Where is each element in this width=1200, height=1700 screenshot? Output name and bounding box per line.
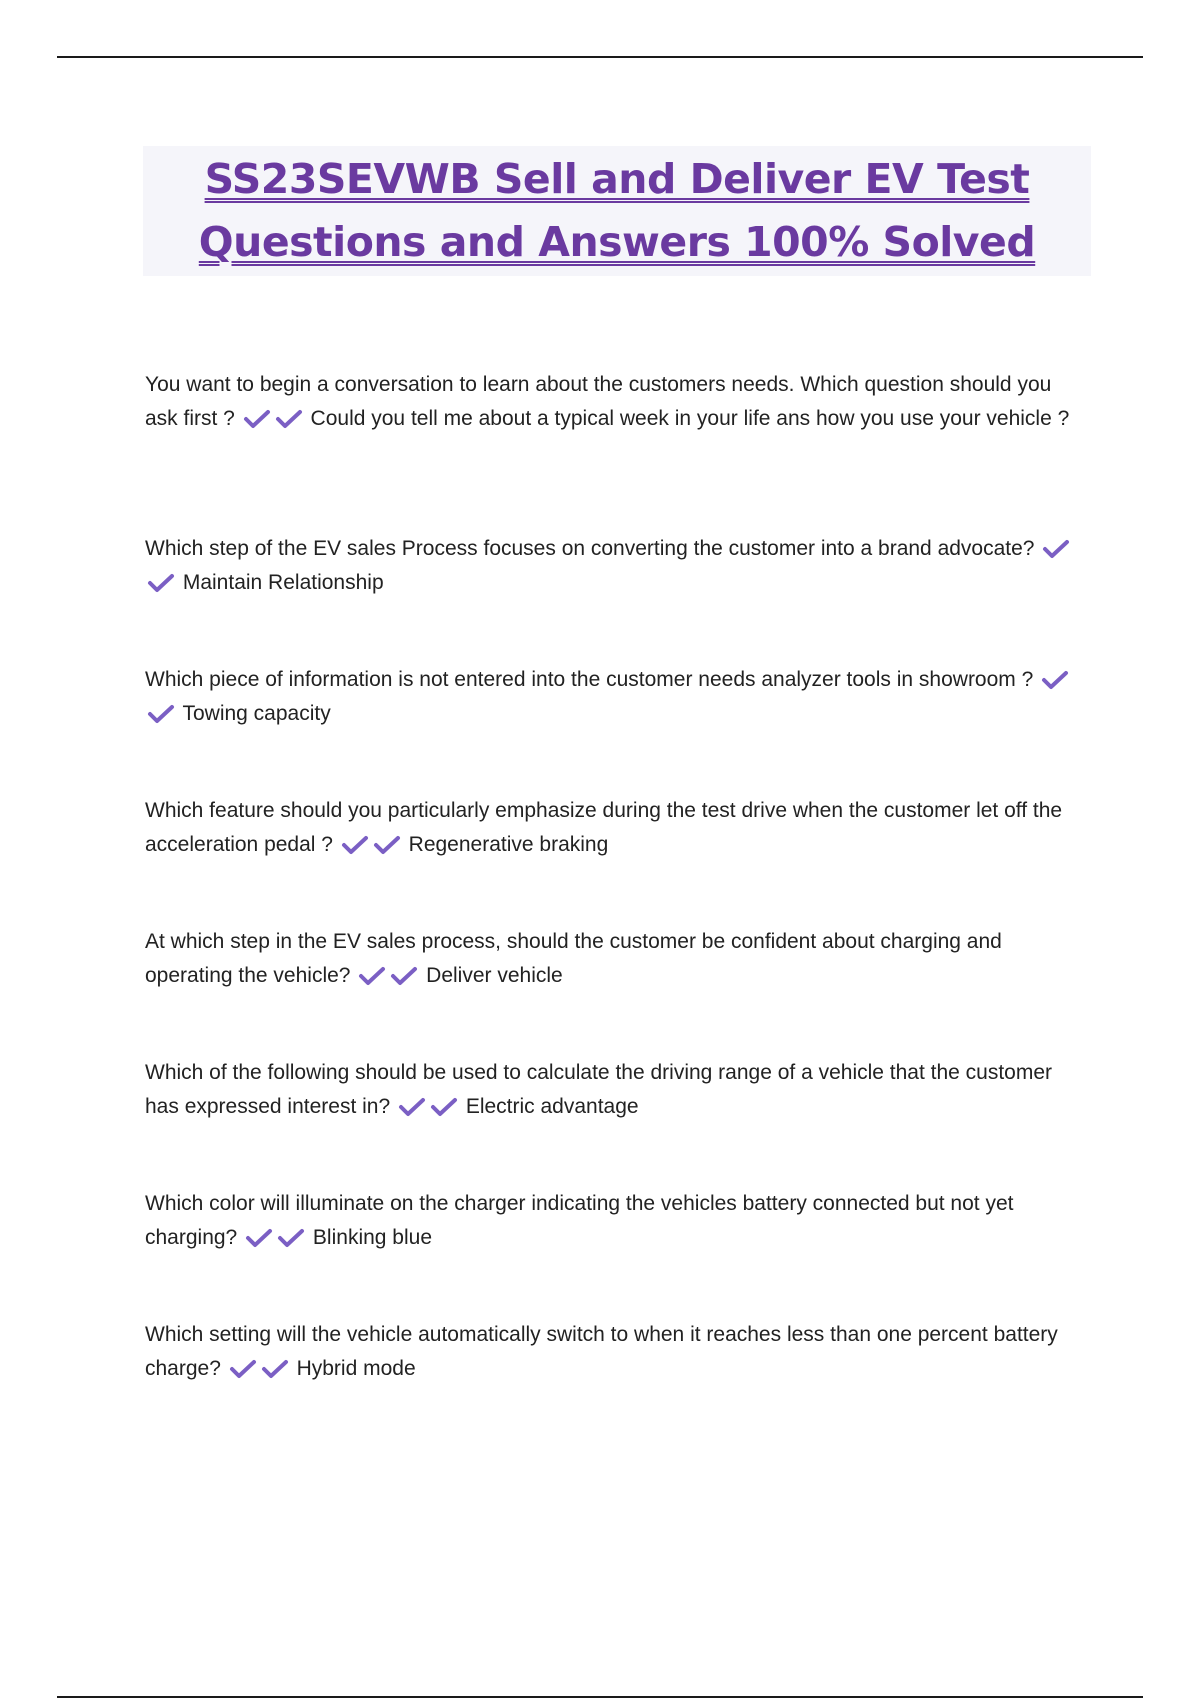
qa-item	[145, 663, 1075, 731]
qa-item	[145, 794, 1075, 862]
question-text: Which step of the EV sales Process focuses on converting the customer into a brand advocate?	[145, 537, 1035, 560]
answer-text: Deliver vehicle	[426, 964, 563, 987]
answer-text: Regenerative braking	[408, 833, 609, 856]
title-line-1: SS23SEVWB Sell and Deliver EV Test	[204, 155, 1030, 203]
qa-item	[145, 1056, 1075, 1124]
answer-text: Could you tell me about a typical week in your life ans how you use your vehicle ?	[310, 407, 1070, 430]
title-banner	[143, 146, 1091, 276]
checkmark-icon	[147, 572, 175, 594]
answer-text: Hybrid mode	[296, 1357, 416, 1380]
question-text: Which color will illuminate on the charger indicating the vehicles battery connected but not yet charging?	[145, 1192, 1014, 1249]
footer-rule	[57, 1696, 1143, 1698]
question-text: Which piece of information is not entered into the customer needs analyzer tools in showroom ?	[145, 668, 1034, 691]
answer-text: Blinking blue	[312, 1226, 433, 1249]
checkmark-icon	[229, 1358, 257, 1380]
header-rule	[57, 56, 1143, 58]
qa-item	[145, 925, 1075, 993]
checkmark-icon	[245, 1227, 273, 1249]
qa-item	[145, 368, 1075, 436]
qa-item	[145, 1318, 1075, 1386]
title-line-2: Questions and Answers 100% Solved	[198, 218, 1036, 266]
checkmark-icon	[147, 703, 175, 725]
document-title	[199, 148, 1035, 274]
checkmark-icon	[341, 834, 369, 856]
checkmark-icon	[275, 408, 303, 430]
checkmark-icon	[1042, 538, 1070, 560]
question-text: Which of the following should be used to calculate the driving range of a vehicle that the customer has expressed interest in?	[145, 1061, 1053, 1118]
checkmark-icon	[430, 1096, 458, 1118]
question-text: Which setting will the vehicle automatically switch to when it reaches less than one percent battery charge?	[145, 1323, 1058, 1380]
answer-text: Electric advantage	[465, 1095, 639, 1118]
checkmark-icon	[398, 1096, 426, 1118]
checkmark-icon	[1041, 669, 1069, 691]
question-text: Which feature should you particularly emphasize during the test drive when the customer let off the acceleration pedal ?	[145, 799, 1063, 856]
checkmark-icon	[277, 1227, 305, 1249]
question-text: You want to begin a conversation to learn about the customers needs. Which question should you ask first ?	[145, 373, 1052, 430]
qa-item	[145, 532, 1075, 600]
qa-item	[145, 1187, 1075, 1255]
answer-text: Towing capacity	[182, 702, 331, 725]
checkmark-icon	[243, 408, 271, 430]
checkmark-icon	[358, 965, 386, 987]
checkmark-icon	[373, 834, 401, 856]
checkmark-icon	[390, 965, 418, 987]
question-text: At which step in the EV sales process, should the customer be confident about charging and operating the vehicle?	[145, 930, 1002, 987]
checkmark-icon	[261, 1358, 289, 1380]
answer-text: Maintain Relationship	[182, 571, 384, 594]
